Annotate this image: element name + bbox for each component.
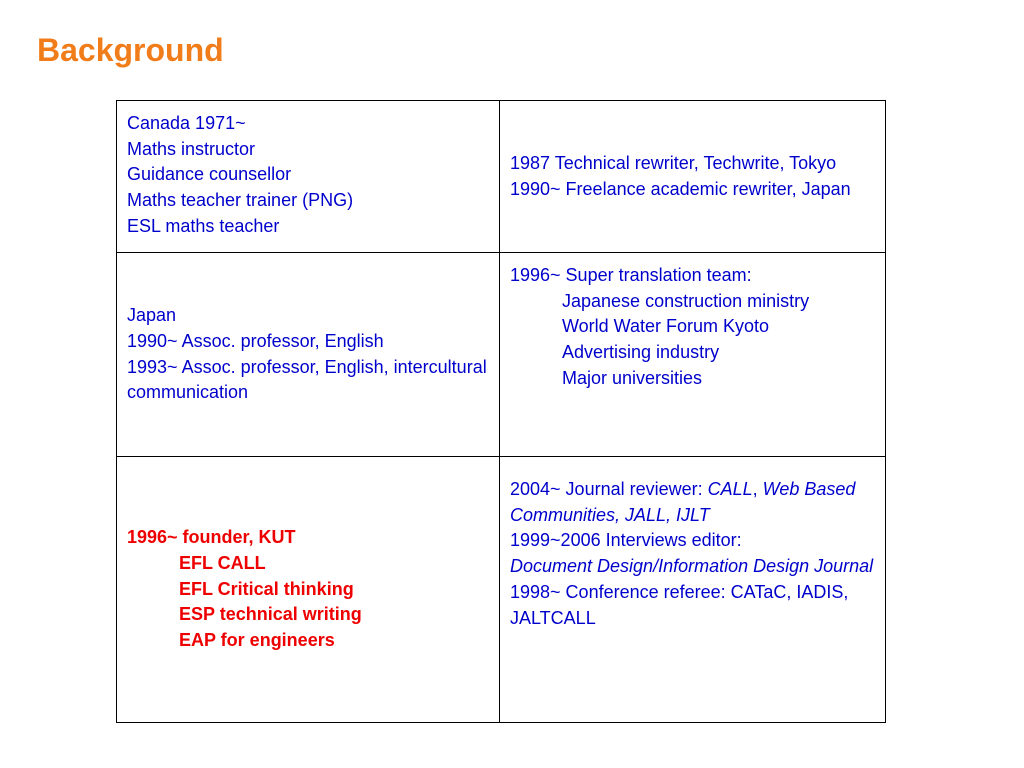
cell-reviewer <box>500 457 886 723</box>
referee-line: 1998~ Conference referee: CATaC, IADIS, JALTCALL <box>510 581 849 628</box>
reviewer-line <box>510 477 875 528</box>
list-item: World Water Forum Kyoto <box>562 316 770 337</box>
list-item: Advertising industry <box>562 342 720 363</box>
cell-canada <box>117 101 500 253</box>
list-item: EAP for engineers <box>179 630 335 651</box>
cell-kut <box>117 457 500 723</box>
editor-line: 1999~2006 Interviews editor: <box>510 530 742 551</box>
background-table <box>116 100 886 723</box>
list-item: ESL maths teacher <box>127 215 280 236</box>
list-item: ESP technical writing <box>179 604 362 625</box>
list-item: Japanese construction ministry <box>562 290 810 311</box>
table-row <box>117 101 886 253</box>
separator: , <box>752 479 763 499</box>
list-item: 1990~ Freelance academic rewriter, Japan <box>510 178 851 199</box>
list-item: 1987 Technical rewriter, Techwrite, Tokyo <box>510 152 837 173</box>
list-item: Japan <box>127 305 177 326</box>
table-row <box>117 253 886 457</box>
list-item: EFL CALL <box>179 552 266 573</box>
list-item: Canada 1971~ <box>127 113 246 133</box>
list-item: Maths instructor <box>127 138 256 159</box>
list-item: 1993~ Assoc. professor, English, intercultural communication <box>127 356 487 403</box>
list-item: Guidance counsellor <box>127 164 292 185</box>
journal-list: Web Based Communities, JALL, IJLT <box>510 479 856 525</box>
journal-call: CALL <box>707 479 753 499</box>
cell-japan <box>117 253 500 457</box>
list-heading: 1996~ founder, KUT <box>127 527 296 548</box>
list-item: Major universities <box>562 367 703 388</box>
cell-translation-team <box>500 253 886 457</box>
list-item: Maths teacher trainer (PNG) <box>127 190 354 211</box>
table-row <box>117 457 886 723</box>
list-item: EFL Critical thinking <box>179 578 354 599</box>
cell-rewriter <box>500 101 886 253</box>
reviewer-prefix: 2004~ Journal reviewer: <box>510 479 708 499</box>
editor-journal: Document Design/Information Design Journal <box>510 556 874 577</box>
list-item: 1990~ Assoc. professor, English <box>127 330 384 351</box>
list-heading: 1996~ Super translation team: <box>510 265 752 285</box>
page-title: Background <box>37 32 224 68</box>
